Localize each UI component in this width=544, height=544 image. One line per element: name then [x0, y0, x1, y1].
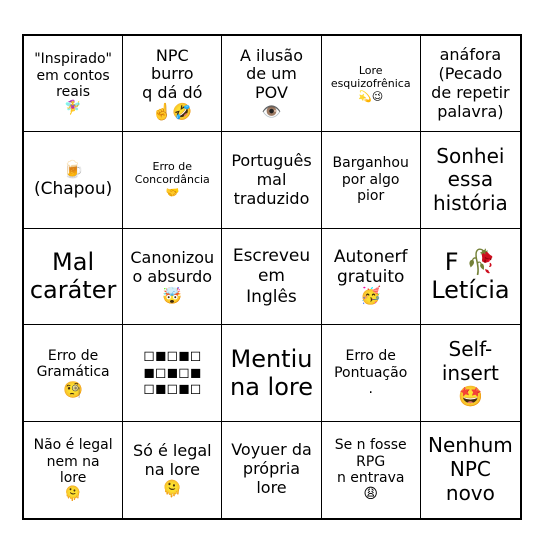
cell-text: Autonerf gratuito — [333, 247, 408, 288]
bingo-cell-7[interactable] — [123, 132, 222, 228]
bingo-cell-17[interactable] — [123, 325, 222, 421]
bingo-cell-2[interactable] — [123, 36, 222, 132]
weary-face-icon: 😩 — [363, 485, 378, 502]
cell-text: anáfora (Pecado de repetir palavra) — [431, 44, 510, 121]
cell-text: Sonhei essa história — [433, 143, 508, 215]
melting-face-icon: 🫠 — [162, 478, 183, 498]
bingo-cell-1[interactable] — [24, 36, 123, 132]
bingo-cell-11[interactable] — [24, 229, 123, 325]
cell-text: Mentiu na lore — [229, 344, 313, 401]
bingo-cell-16[interactable] — [24, 325, 123, 421]
bingo-cell-21[interactable] — [24, 422, 123, 518]
fairy-icon: 🧚‍♀️ — [64, 99, 82, 116]
party-face-icon: 🥳 — [360, 286, 382, 307]
cell-text: Mal caráter — [29, 248, 117, 305]
melting-face-icon: 🫠 — [64, 485, 82, 502]
bingo-cell-9[interactable] — [322, 132, 421, 228]
bingo-cell-6[interactable] — [24, 132, 123, 228]
bingo-cell-8[interactable] — [222, 132, 321, 228]
bingo-cell-3[interactable] — [222, 36, 321, 132]
bingo-cell-15[interactable] — [421, 229, 520, 325]
cell-text: Português mal traduzido — [231, 150, 312, 208]
cell-text: F 🥀 Letícia — [431, 248, 510, 305]
eye-icon: 👁️ — [261, 102, 282, 122]
bingo-cell-5[interactable] — [421, 36, 520, 132]
monocle-face-icon: 🧐 — [63, 379, 84, 399]
bingo-cell-25[interactable] — [421, 422, 520, 518]
bingo-cell-24[interactable] — [322, 422, 421, 518]
cell-text: Self- insert — [441, 337, 499, 385]
cell-text: Lore esquizofrênica — [330, 63, 411, 90]
cell-text: (Chapou) — [33, 179, 113, 200]
bingo-cell-18[interactable] — [222, 325, 321, 421]
cell-text: NPC burro q dá dó — [142, 45, 203, 103]
bingo-cell-22[interactable] — [123, 422, 222, 518]
cell-text: Erro de Pontuação . — [334, 348, 408, 398]
bingo-cell-4[interactable] — [322, 36, 421, 132]
bingo-cell-13[interactable] — [222, 229, 321, 325]
bingo-cell-14[interactable] — [322, 229, 421, 325]
cell-text: Voyuer da própria lore — [231, 440, 312, 498]
bingo-cell-23[interactable] — [222, 422, 321, 518]
cell-text: A ilusão de um POV — [239, 45, 303, 103]
cell-text: Erro de Gramática — [36, 347, 110, 381]
bingo-cell-10[interactable] — [421, 132, 520, 228]
beer-mug-icon: 🍺 — [62, 159, 84, 180]
cell-text: Nenhum NPC novo — [428, 433, 513, 505]
cell-text: Só é legal na lore — [132, 441, 212, 479]
dizzy-wink-icon: 💫😉 — [358, 89, 384, 103]
exploding-head-icon: 🤯 — [162, 285, 183, 305]
cell-text: Escreveu em Inglês — [232, 246, 311, 307]
handshake-icon: 🤝 — [165, 186, 180, 200]
cell-text: Canonizou o absurdo — [130, 247, 215, 286]
bingo-cell-19[interactable] — [322, 325, 421, 421]
checker-pattern: ◻◼◻◼◻ ◼◻◼◻◼ ◻◼◻◼◻ — [143, 348, 202, 398]
star-struck-icon: 🤩 — [457, 384, 483, 409]
pointing-laughing-icon: ☝️🤣 — [152, 102, 193, 122]
cell-text: Barganhou por algo pior — [332, 155, 409, 205]
bingo-cell-12[interactable] — [123, 229, 222, 325]
bingo-cell-20[interactable] — [421, 325, 520, 421]
cell-text: "Inspirado" em contos reais — [34, 51, 112, 101]
cell-text: Não é legal nem na lore — [33, 437, 113, 487]
cell-text: Se n fosse RPG n entrava — [334, 437, 407, 487]
cell-text: Erro de Concordância — [134, 160, 210, 187]
bingo-board — [22, 34, 522, 520]
